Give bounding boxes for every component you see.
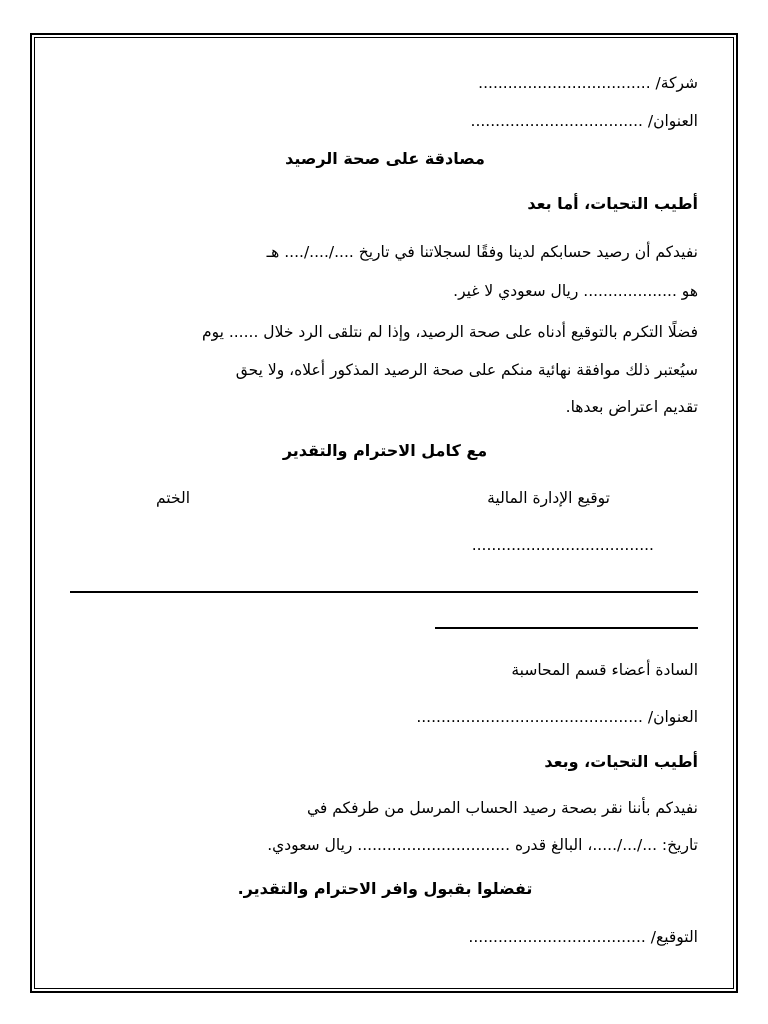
address-field: العنوان/ ................................... bbox=[470, 112, 698, 130]
separator-line-short bbox=[435, 627, 698, 629]
signature-line: ..................................... bbox=[471, 536, 654, 554]
recipient: السادة أعضاء قسم المحاسبة bbox=[511, 661, 698, 679]
company-field: شركة/ ................................... bbox=[478, 74, 698, 92]
signature-field: التوقيع/ .................................... bbox=[468, 928, 698, 946]
separator-line bbox=[70, 591, 698, 593]
address-field: العنوان/ .............................................. bbox=[416, 708, 698, 726]
body-line: تقديم اعتراض بعدها. bbox=[565, 398, 698, 416]
stamp-label: الختم bbox=[155, 489, 190, 507]
body-line: سيُعتبر ذلك موافقة نهائية منكم على صحة الرصيد المذكور أعلاه، ولا يحق bbox=[235, 361, 698, 379]
body-line: نفيدكم أن رصيد حسابكم لدينا وفقًا لسجلاتنا في تاريخ ..../..../.... هـ bbox=[266, 243, 698, 261]
body-line: هو ................... ريال سعودي لا غير. bbox=[453, 282, 698, 300]
greeting: أطيب التحيات، وبعد bbox=[544, 752, 698, 771]
signature-label: توقيع الإدارة المالية bbox=[487, 489, 610, 507]
document-title: مصادقة على صحة الرصيد bbox=[285, 149, 485, 168]
body-line: نفيدكم بأننا نقر بصحة رصيد الحساب المرسل من طرفكم في bbox=[306, 799, 698, 817]
body-line: تاريخ: .../.../.....، البالغ قدره ............................... ريال سعودي. bbox=[267, 836, 698, 854]
closing-phrase: مع كامل الاحترام والتقدير bbox=[282, 441, 488, 460]
greeting: أطيب التحيات، أما بعد bbox=[527, 194, 698, 213]
closing-phrase: تفضلوا بقبول وافر الاحترام والتقدير. bbox=[237, 879, 533, 898]
body-line: فضلًا التكرم بالتوقيع أدناه على صحة الرصيد، وإذا لم نتلقى الرد خلال ...... يوم bbox=[201, 323, 698, 341]
